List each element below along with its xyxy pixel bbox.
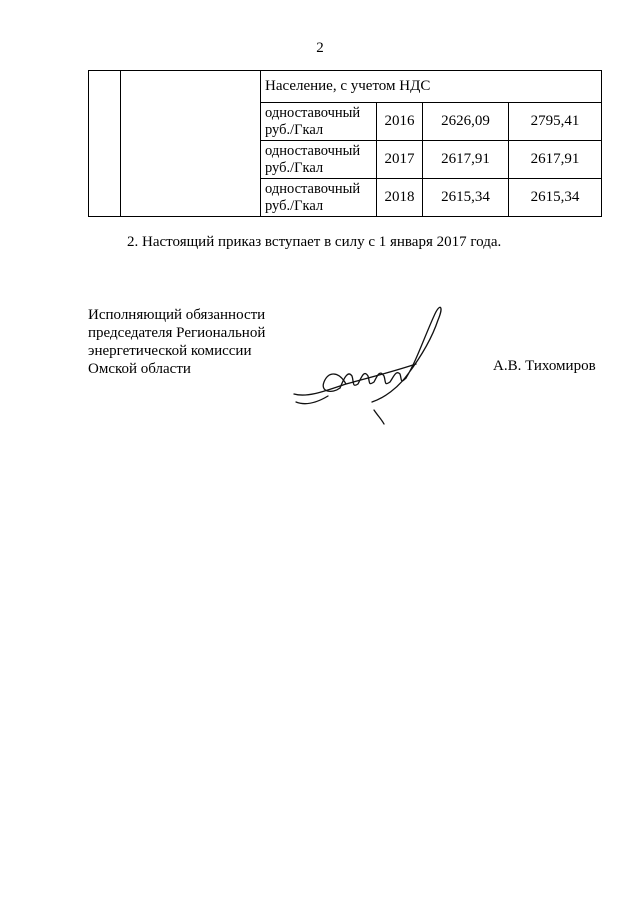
unit-type: одноставочный	[265, 142, 361, 159]
unit-cell	[261, 141, 377, 179]
unit-type: одноставочный	[265, 180, 361, 197]
group-header: Население, с учетом НДС	[261, 71, 602, 103]
value-cell-2: 2617,91	[509, 141, 602, 179]
unit-cell	[261, 179, 377, 217]
signer-title-line: Омской области	[88, 361, 191, 377]
value-cell-2: 2615,34	[509, 179, 602, 217]
unit-type: одноставочный	[265, 104, 361, 121]
signer-name: А.В. Тихомиров	[493, 358, 596, 374]
signer-title-line: председателя Региональной	[88, 325, 266, 341]
year-cell: 2016	[377, 103, 423, 141]
value-cell-2: 2795,41	[509, 103, 602, 141]
blank-cell-2	[121, 71, 261, 217]
signer-title-line: энергетической комиссии	[88, 343, 252, 359]
handwritten-signature	[288, 298, 448, 428]
signer-title	[88, 306, 265, 378]
unit-measure: руб./Гкал	[265, 159, 324, 176]
year-cell: 2017	[377, 141, 423, 179]
page-number: 2	[316, 40, 324, 56]
blank-cell-1	[89, 71, 121, 217]
clause-effective-date: 2. Настоящий приказ вступает в силу с 1 января 2017 года.	[127, 234, 502, 250]
year-cell: 2018	[377, 179, 423, 217]
signer-title-line: Исполняющий обязанности	[88, 307, 266, 323]
unit-measure: руб./Гкал	[265, 197, 324, 214]
value-cell-1: 2615,34	[423, 179, 509, 217]
table-header-row	[89, 71, 602, 103]
unit-measure: руб./Гкал	[265, 121, 324, 138]
unit-cell	[261, 103, 377, 141]
tariff-table	[88, 70, 602, 217]
value-cell-1: 2617,91	[423, 141, 509, 179]
value-cell-1: 2626,09	[423, 103, 509, 141]
